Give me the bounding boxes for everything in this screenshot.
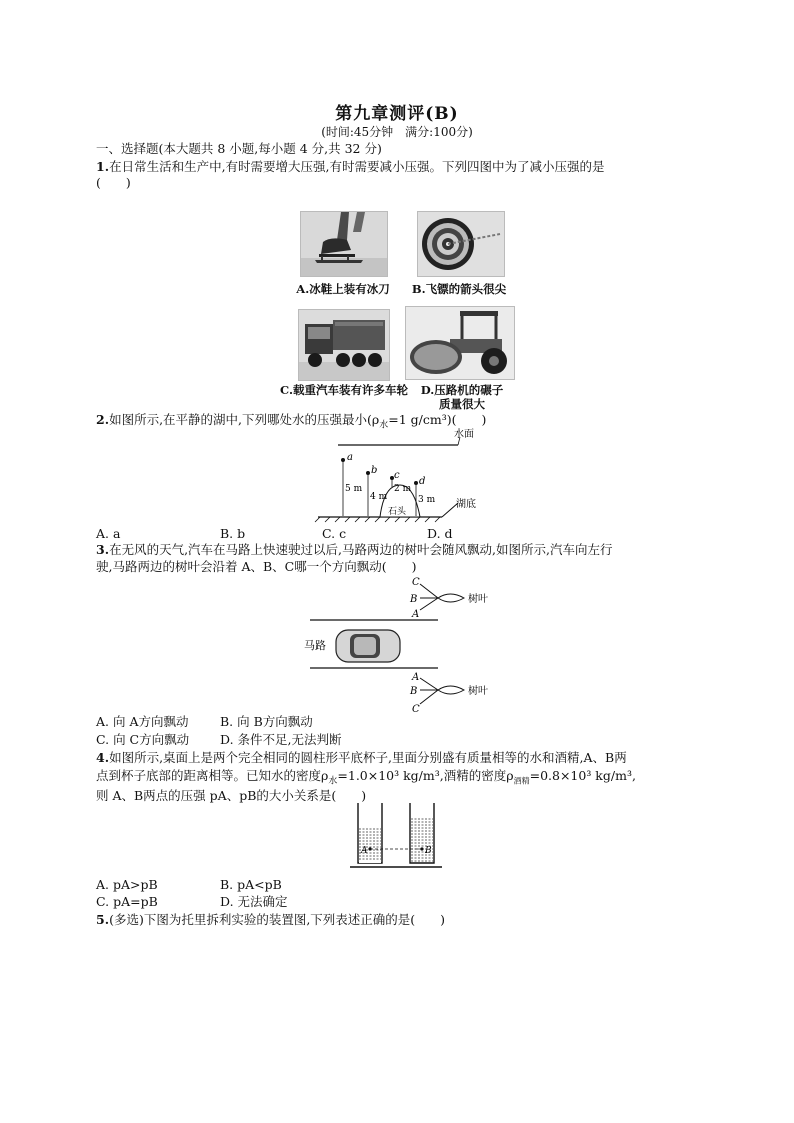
- q3-option-d[interactable]: D. 条件不足,无法判断: [220, 732, 342, 747]
- q4-rho-alcohol-sub: 酒精: [513, 776, 530, 786]
- bottom-dir-c-label: C: [412, 704, 420, 715]
- q4-option-b[interactable]: B. pA<pB: [220, 877, 282, 892]
- q4-rho-water-sub: 水: [328, 776, 338, 787]
- q1-number: 1.: [96, 159, 110, 174]
- q1-answer-paren: ( ): [96, 175, 131, 190]
- top-dir-a-label: A: [412, 609, 420, 620]
- q4-option-c[interactable]: C. pA=pB: [96, 894, 158, 909]
- q1-stem: [96, 159, 605, 174]
- q3-stem-line2: 驶,马路两边的树叶会沿着 A、B、C哪一个方向飘动( ): [96, 559, 417, 574]
- cup-point-b-label: B: [425, 846, 432, 856]
- point-d-label: d: [419, 476, 426, 487]
- q5-stem: [96, 912, 445, 927]
- cup-point-a-label: A: [361, 846, 368, 856]
- dartboard-photo: [417, 211, 505, 277]
- road-roller-photo: [405, 306, 515, 380]
- q4-option-d[interactable]: D. 无法确定: [220, 894, 288, 909]
- q2-text: 如图所示,在平静的湖中,下列哪处水的压强最小(: [109, 412, 372, 427]
- water-surface-label: 水面: [454, 429, 474, 440]
- lake-figure: [310, 427, 490, 523]
- q4-number: 4.: [96, 750, 110, 765]
- q4-text-1: 如图所示,桌面上是两个完全相同的圆柱形平底杯子,里面分别盛有质量相等的水和酒精,A、B两: [109, 750, 627, 765]
- q3-option-b[interactable]: B. 向 B方向飘动: [220, 714, 313, 729]
- q4-alcohol-density: =0.8×10³ kg/m³,: [529, 768, 636, 783]
- depth-3m-label: 3 m: [418, 495, 436, 505]
- point-c-label: c: [394, 470, 400, 481]
- page-subtitle: (时间:45分钟 满分:100分): [321, 125, 473, 139]
- q1-caption-d1: D.压路机的碾子: [420, 383, 504, 397]
- bottom-dir-a-label: A: [412, 672, 420, 683]
- depth-4m-label: 4 m: [370, 492, 388, 502]
- top-leaf-label: 树叶: [468, 594, 488, 605]
- q2-option-d[interactable]: D. d: [427, 526, 453, 541]
- q5-number: 5.: [96, 912, 110, 927]
- q2-option-b[interactable]: B. b: [220, 526, 246, 541]
- top-dir-b-label: B: [410, 594, 418, 605]
- q1-caption-a: A.冰鞋上装有冰刀: [296, 282, 390, 296]
- top-dir-c-label: C: [412, 577, 420, 588]
- q4-stem-line2: [96, 768, 636, 790]
- stone-label: 石头: [388, 507, 407, 517]
- q4-stem-line3: 则 A、B两点的压强 pA、pB的大小关系是( ): [96, 788, 367, 803]
- q4-rho-water: ρ: [321, 768, 329, 783]
- truck-photo: [298, 309, 390, 381]
- q2-density: =1 g/cm³)( ): [388, 412, 487, 427]
- q3-stem-line1: [96, 542, 612, 557]
- cups-figure: [348, 801, 444, 871]
- lake-bottom-label: 湖底: [456, 499, 476, 510]
- q2-number: 2.: [96, 412, 110, 427]
- q2-option-a[interactable]: A. a: [96, 526, 121, 541]
- ice-skate-photo: [300, 211, 388, 277]
- q1-caption-c: C.载重汽车装有许多车轮: [280, 383, 408, 397]
- q2-rho: ρ: [371, 412, 380, 427]
- q4-stem-line1: [96, 750, 627, 765]
- road-figure: [300, 574, 520, 716]
- q4-text-2: 点到杯子底部的距离相等。已知水的密度: [96, 768, 322, 783]
- q3-text-1: 在无风的天气,汽车在马路上快速驶过以后,马路两边的树叶会随风飘动,如图所示,汽车向左行: [109, 542, 613, 557]
- page-title: 第九章测评(B): [335, 104, 459, 124]
- depth-5m-label: 5 m: [345, 484, 363, 494]
- q3-option-a[interactable]: A. 向 A方向飘动: [96, 714, 189, 729]
- depth-2m-label: 2 m: [394, 484, 412, 494]
- q1-text: 在日常生活和生产中,有时需要增大压强,有时需要减小压强。下列四图中为了减小压强的是: [109, 159, 605, 174]
- bottom-dir-b-label: B: [410, 686, 418, 697]
- bottom-leaf-label: 树叶: [468, 686, 488, 697]
- q3-option-c[interactable]: C. 向 C方向飘动: [96, 732, 190, 747]
- point-b-label: b: [371, 465, 378, 476]
- point-a-label: a: [347, 452, 353, 463]
- section-heading: 一、选择题(本大题共 8 小题,每小题 4 分,共 32 分): [96, 141, 382, 156]
- q2-option-c[interactable]: C. c: [322, 526, 347, 541]
- road-label: 马路: [304, 639, 326, 652]
- q2-rho-sub: 水: [379, 420, 389, 431]
- q4-water-density: =1.0×10³ kg/m³,酒精的密度: [337, 768, 507, 783]
- q5-text: (多选)下图为托里拆利实验的装置图,下列表述正确的是( ): [109, 912, 446, 927]
- q1-caption-b: B.飞镖的箭头很尖: [411, 282, 507, 296]
- q4-rho-alcohol: ρ: [506, 768, 514, 783]
- q1-caption-d2: 质量很大: [439, 397, 485, 411]
- q3-number: 3.: [96, 542, 110, 557]
- q4-option-a[interactable]: A. pA>pB: [96, 877, 158, 892]
